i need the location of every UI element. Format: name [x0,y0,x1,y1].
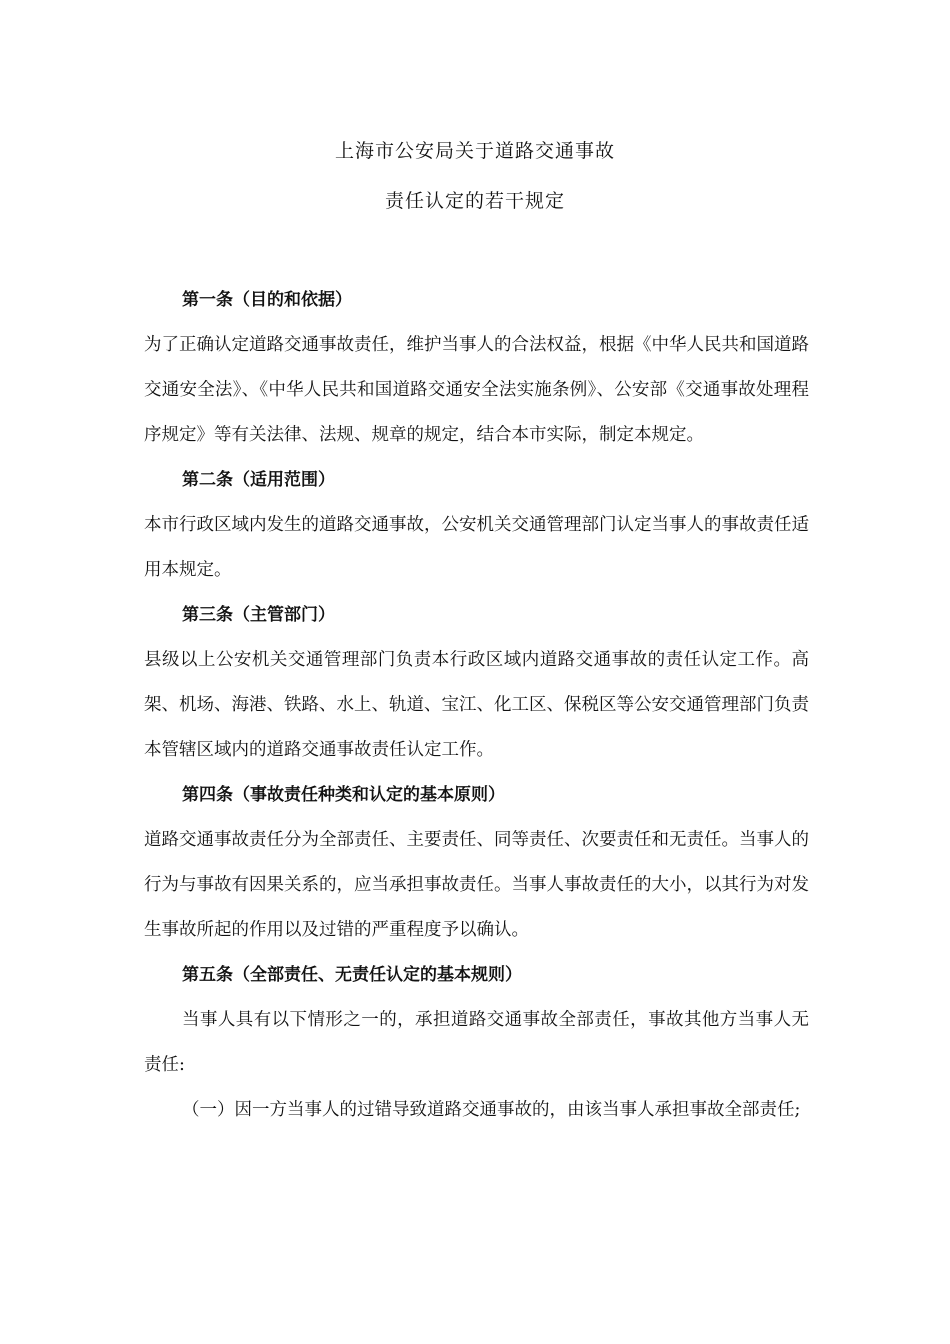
article-paragraph: 本市行政区域内发生的道路交通事故，公安机关交通管理部门认定当事人的事故责任适用本规定。 [144,515,809,580]
article-1 [144,278,809,458]
article-paragraph: 县级以上公安机关交通管理部门负责本行政区域内道路交通事故的责任认定工作。高架、机场、海港、铁路、水上、轨道、宝江、化工区、保税区等公安交通管理部门负责本管辖区域内的道路交通事故责任认定工作。 [144,650,809,760]
article-3 [144,593,809,773]
article-heading: 第四条（事故责任种类和认定的基本原则） [182,785,505,805]
article-5 [144,953,809,1133]
article-heading: 第三条（主管部门） [182,605,335,625]
article-paragraph: 为了正确认定道路交通事故责任，维护当事人的合法权益，根据《中华人民共和国道路交通安全法》、《中华人民共和国道路交通安全法实施条例》、公安部《交通事故处理程序规定》等有关法律、法规、规章的规定，结合本市实际，制定本规定。 [144,335,809,445]
article-4 [144,773,809,953]
article-paragraph: 道路交通事故责任分为全部责任、主要责任、同等责任、次要责任和无责任。当事人的行为与事故有因果关系的，应当承担事故责任。当事人事故责任的大小，以其行为对发生事故所起的作用以及过错的严重程度予以确认。 [144,830,809,940]
article-heading: 第二条（适用范围） [182,470,335,490]
article-2 [144,458,809,593]
article-heading: 第五条（全部责任、无责任认定的基本规则） [182,965,522,985]
document-title-line-2: 责任认定的若干规定 [384,190,565,212]
document-title-line-1: 上海市公安局关于道路交通事故 [334,140,615,162]
article-clause: （一）因一方当事人的过错导致道路交通事故的，由该当事人承担事故全部责任; [182,1100,801,1120]
document-body [144,278,809,1133]
article-heading: 第一条（目的和依据） [182,290,352,310]
article-paragraph: 当事人具有以下情形之一的，承担道路交通事故全部责任，事故其他方当事人无责任: [144,1010,809,1075]
